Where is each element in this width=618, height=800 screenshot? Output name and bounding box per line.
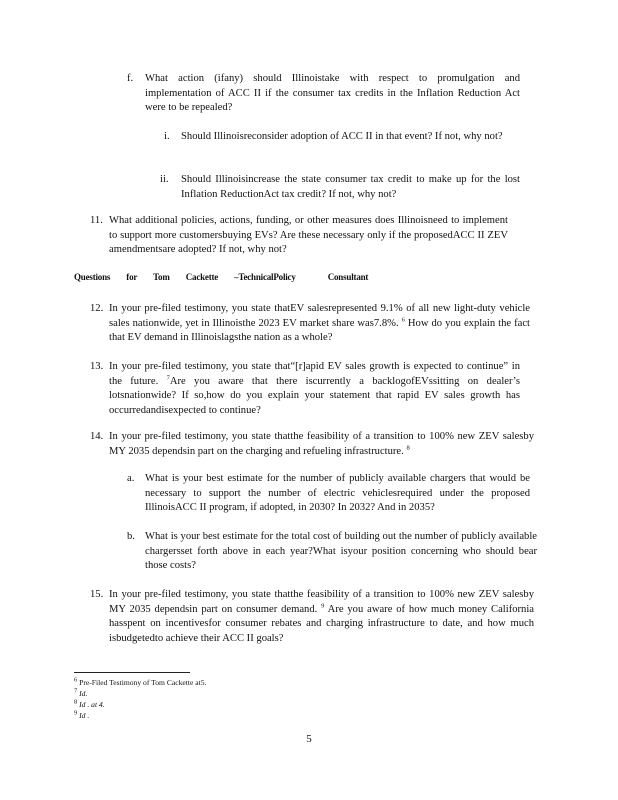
- item-text: Should Illinoisincrease the state consumer tax credit to make up for the lost Inflation ReductionAct tax credit? If not, why not?: [181, 174, 520, 200]
- footnote-ref: 7: [166, 374, 170, 382]
- footnote-ref: 8: [406, 444, 410, 452]
- footnote-text: Id . at 4.: [79, 700, 105, 709]
- footnote: [74, 700, 105, 710]
- question-11: [90, 214, 508, 258]
- item-label: i.: [164, 131, 170, 142]
- footnote-text: Pre-Filed Testimony of Tom Cackette at5.: [79, 678, 207, 687]
- question-12: [90, 302, 530, 346]
- question-number: 11.: [90, 215, 103, 226]
- footnote-number: 6: [74, 676, 78, 684]
- item-text: What is your best estimate for the total cost of building out the number of publicly available chargersset forth above in each year?What isyour position concerning who should bear those costs?: [145, 531, 537, 572]
- footnote-ref: 6: [401, 316, 405, 324]
- item-text: What is your best estimate for the number of publicly available chargers that would be necessary to support the number of electric vehiclesrequired under the proposed IllinoisACC II program, if adopted, in 2030? In 2032? And in 2035?: [145, 473, 530, 514]
- footnote: [74, 711, 89, 721]
- question-14: [90, 430, 534, 459]
- footnote-divider: [74, 672, 190, 673]
- question-text: What additional policies, actions, funding, or other measures does Illinoisneed to implement to support more customersbuying EVs? Are these necessary only if the proposedACC II ZEV amendmentsare adopted? If not, why not?: [109, 215, 508, 256]
- footnote-ref: 9: [321, 602, 325, 610]
- item-text: Should Illinoisreconsider adoption of ACC II in that event? If not, why not?: [181, 131, 503, 142]
- question-text: In your pre-filed testimony, you state that“[r]apid EV sales growth is expected to continue” in the future. $^7$Are you aware that there iscurrently a backlogofEVssitting on dealer’s lotsnationwide? If so,how do you explain your statement that rapid EV sales growth has occurredandisexpected to continue?: [109, 361, 520, 416]
- item-text: What action (ifany) should Illinoistake with respect to promulgation and implementation of ACC II if the consumer tax credits in the Inflation Reduction Act were to be repealed?: [145, 73, 520, 114]
- question-number: 13.: [90, 361, 104, 372]
- footnote-number: 7: [74, 687, 78, 695]
- item-label: a.: [127, 473, 135, 484]
- item-label: b.: [127, 531, 135, 542]
- question-14b: [127, 530, 537, 574]
- item-ii: [160, 173, 520, 202]
- question-number: 14.: [90, 431, 104, 442]
- question-text: In your pre-filed testimony, you state thatthe feasibility of a transition to 100% new ZEV salesby MY 2035 dependsin part on the charging and refueling infrastructure. $^8$: [109, 431, 534, 457]
- item-label: f.: [127, 73, 134, 84]
- item-i: [164, 130, 520, 145]
- question-text: In your pre-filed testimony, you state thatthe feasibility of a transition to 100% new ZEV salesby MY 2035 dependsin part on consumer demand. $^9$ Are you aware of how much money California hasspent on incentivesfor consumer rebates and charging infrastructure to date, and how much isbudgetedto achieve their ACC II goals?: [109, 589, 534, 644]
- footnote-text: Id .: [79, 711, 90, 720]
- question-text: In your pre-filed testimony, you state thatEV salesrepresented 9.1% of all new light-duty vehicle sales nationwide, yet in Illinoisthe 2023 EV market share was7.8%. $^6$ How do you explain the fact that EV demand in Illinoislagsthe nation as a whole?: [109, 303, 530, 344]
- question-number: 15.: [90, 589, 104, 600]
- page-number: 5: [306, 733, 312, 745]
- section-heading: Questions for Tom Cackette –TechnicalPolicy Consultant: [74, 272, 369, 282]
- footnote: [74, 678, 206, 688]
- footnote-text: Id.: [79, 689, 88, 698]
- footnote-number: 9: [74, 709, 78, 717]
- footnote-number: 8: [74, 698, 78, 706]
- item-label: ii.: [160, 174, 169, 185]
- item-f: [127, 72, 520, 116]
- question-13: [90, 360, 520, 418]
- question-15: [90, 588, 534, 646]
- question-number: 12.: [90, 303, 104, 314]
- question-14a: [127, 472, 530, 516]
